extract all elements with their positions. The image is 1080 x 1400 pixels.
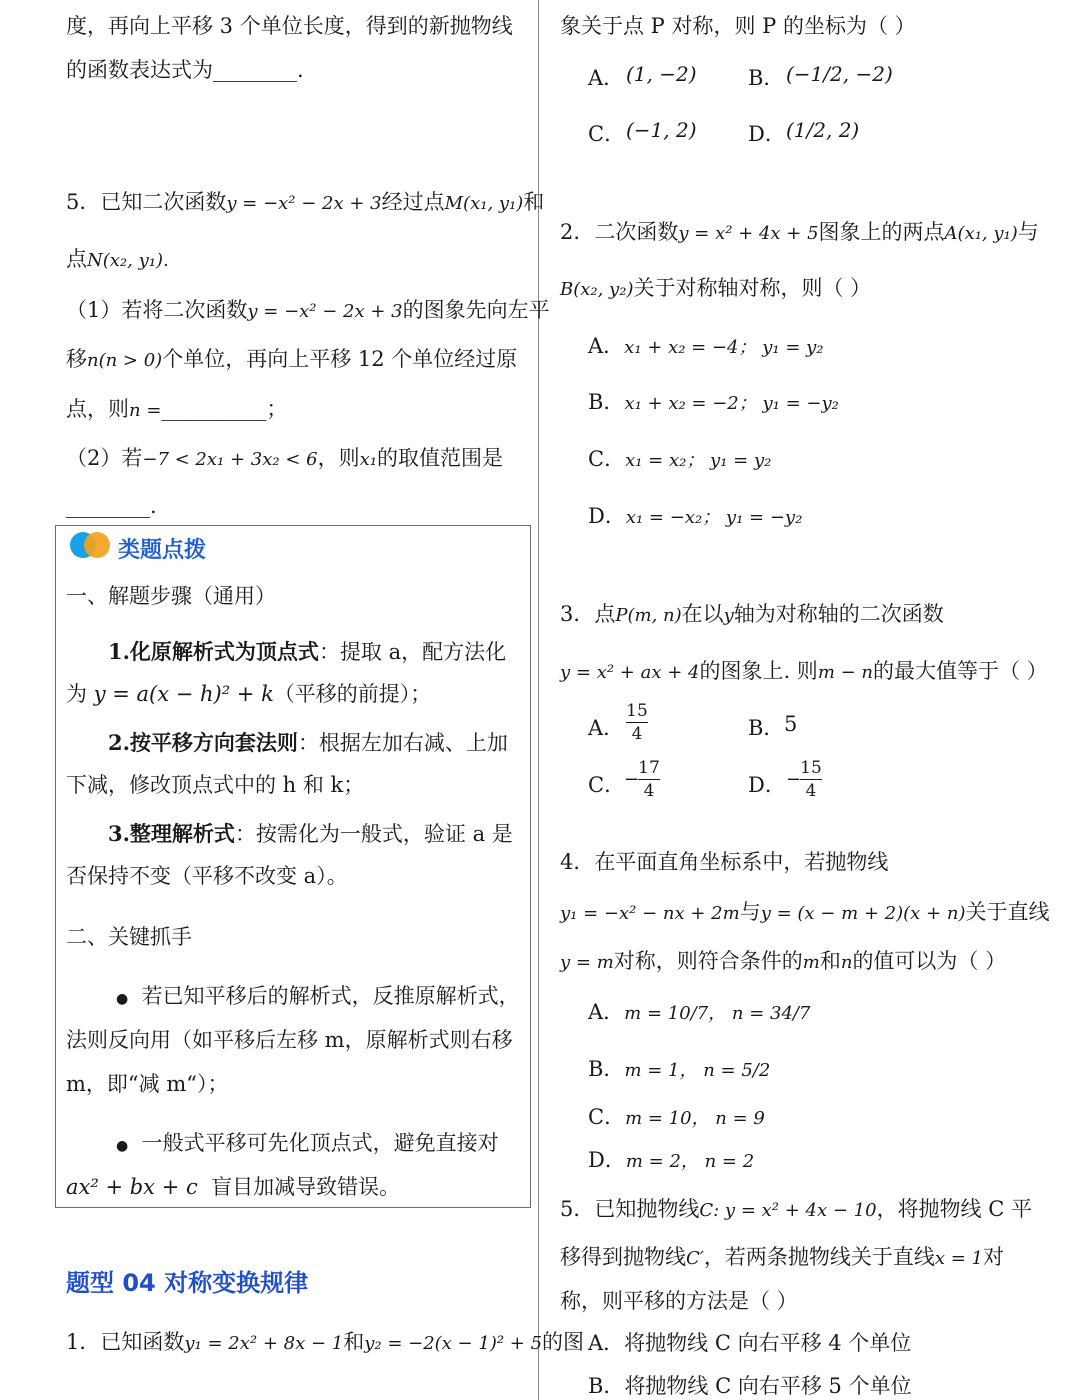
tips-section-2-heading: 二、关键抓手 (66, 925, 192, 949)
text: 的图 (542, 1330, 585, 1354)
text: 个单位，再向上平移 12 个单位经过原 (162, 347, 518, 371)
text: ：根据左加右减、上加 (297, 731, 508, 755)
text: 的值可以为（ ） (852, 949, 1007, 973)
tips-step-3-line-2: 否保持不变（平移不改变 a）。 (66, 864, 348, 888)
text: 对 (983, 1245, 1004, 1269)
formula: ax² + bx + c (66, 1175, 198, 1199)
formula: A(x₁, y₁) (944, 223, 1018, 244)
option-a[interactable] (588, 1327, 911, 1357)
question-4-line-1: 4．在平面直角坐标系中，若抛物线 (560, 850, 889, 874)
formula: y = (x − m + 2)(x + n) (760, 903, 966, 924)
option-a[interactable] (588, 996, 810, 1026)
formula: y = −x² − 2x + 3 (226, 193, 382, 214)
formula: P(m, n) (615, 605, 682, 626)
text: 和 (819, 949, 841, 973)
option-label: D． (588, 504, 626, 528)
part-2-line-1 (66, 442, 503, 472)
question-3-line-2 (560, 655, 1048, 685)
option-label: A． (588, 1331, 625, 1355)
option-value: (−1/2, −2) (786, 62, 893, 86)
denominator: 4 (800, 779, 822, 802)
formula: C′ (686, 1248, 704, 1269)
text-line: 的函数表达式为________. (66, 58, 304, 82)
text: 点，则 (66, 397, 129, 421)
text: ，若两条抛物线关于直线 (703, 1245, 935, 1269)
fraction (626, 700, 648, 745)
tips-step-1-line-1 (108, 636, 506, 666)
text: （2）若 (66, 446, 143, 470)
section-heading: 题型 04 对称变换规律 (66, 1269, 309, 1297)
text: 盲目加减导致错误。 (211, 1175, 401, 1199)
text: （1）若将二次函数 (66, 298, 248, 322)
option-label[interactable]: D． (748, 122, 786, 146)
option-value: (−1, 2) (626, 118, 697, 142)
step-label: 1.化原解析式为顶点式 (108, 639, 319, 664)
part-1-line-1 (66, 294, 550, 324)
option-value: 将抛物线 C 向右平移 5 个单位 (624, 1374, 912, 1398)
sign: − (786, 769, 802, 790)
option-label: D． (588, 1148, 626, 1172)
question-5-line-3: 称，则平移的方法是（ ） (560, 1289, 798, 1313)
option-a[interactable] (588, 330, 824, 360)
option-b[interactable] (588, 386, 839, 416)
option-d[interactable] (588, 500, 802, 530)
numerator: 15 (800, 758, 822, 778)
text: 与 (1017, 220, 1039, 244)
answer-blank[interactable]: __________； (161, 397, 288, 421)
text: 3．点 (560, 602, 616, 626)
formula: x = 1 (934, 1248, 983, 1269)
formula: M(x₁, y₁) (444, 193, 524, 214)
text: ：按需化为一般式，验证 a 是 (234, 822, 513, 846)
formula: y = x² + 4x + 5 (678, 223, 819, 244)
option-label[interactable]: A． (588, 66, 625, 90)
bullet-icon: ● (116, 1138, 129, 1154)
option-c[interactable] (588, 1101, 765, 1131)
option-label: C． (588, 1105, 626, 1129)
formula: −7 < 2x₁ + 3x₂ < 6 (142, 449, 318, 470)
formula: y₂ = −2(x − 1)² + 5 (364, 1333, 543, 1354)
option-d[interactable] (588, 1144, 754, 1174)
tips-key-1-line-3: m，即“减 m“）； (66, 1072, 229, 1096)
formula: x₁ (359, 449, 377, 470)
text: 在以 (681, 602, 724, 626)
text-line: 象关于点 P 对称，则 P 的坐标为（ ） (560, 14, 916, 38)
text: 的取值范围是 (376, 446, 503, 470)
formula: N(x₂, y₁). (87, 250, 169, 271)
text-line: 度，再向上平移 3 个单位长度，得到的新抛物线 (66, 14, 513, 38)
text: 图象上的两点 (818, 220, 945, 244)
formula: y (723, 605, 734, 626)
formula: n(n > 0) (87, 350, 163, 371)
question-5-line-2 (560, 1241, 1004, 1271)
tips-step-3-line-1 (108, 818, 513, 848)
numerator: 17 (638, 758, 660, 778)
option-b[interactable] (588, 1053, 770, 1083)
text: 一般式平移可先化顶点式，避免直接对 (141, 1131, 499, 1155)
tips-section-1-heading: 一、解题步骤（通用） (66, 584, 276, 608)
denominator: 4 (626, 722, 648, 745)
formula: n (840, 952, 853, 973)
option-value: 将抛物线 C 向右平移 4 个单位 (624, 1331, 912, 1355)
option-c[interactable] (588, 443, 771, 473)
tips-key-2-line-1 (116, 1127, 499, 1157)
tips-step-2-line-2: 下减，修改顶点式中的 h 和 k； (66, 773, 365, 797)
option-value: m = 1， n = 5/2 (624, 1060, 771, 1081)
text: 对称，则符合条件的 (613, 949, 803, 973)
text: ，则 (317, 446, 360, 470)
tips-step-1-line-2 (66, 678, 431, 708)
option-b[interactable] (588, 1370, 912, 1400)
part-1-line-2 (66, 343, 517, 373)
formula: y = m (560, 952, 614, 973)
option-label: B． (588, 1374, 625, 1398)
tips-logo-icon (70, 532, 112, 558)
option-value: x₁ = −x₂； y₁ = −y₂ (625, 507, 803, 528)
option-value: x₁ = x₂； y₁ = y₂ (625, 450, 772, 471)
formula: m − n (817, 662, 873, 683)
option-label[interactable]: C． (588, 122, 626, 146)
answer-blank[interactable]: ________. (66, 494, 157, 518)
option-value: m = 10， n = 9 (625, 1108, 765, 1129)
option-label: B． (588, 1057, 625, 1081)
option-label[interactable]: A． (588, 716, 625, 740)
option-value: m = 2， n = 2 (625, 1151, 755, 1172)
formula: n = (129, 400, 162, 421)
formula: y = a(x − h)² + k (93, 682, 274, 706)
text: ：提取 a，配方法化 (318, 640, 507, 664)
denominator: 4 (638, 779, 660, 802)
option-label: B． (588, 390, 625, 414)
formula: B(x₂, y₂) (560, 279, 634, 300)
text: 轴为对称轴的二次函数 (733, 602, 944, 626)
text: 5．已知抛物线 (560, 1197, 700, 1221)
tips-key-2-line-2 (66, 1171, 400, 1201)
text: ，将抛物线 C 平 (876, 1197, 1032, 1221)
text: 为 (66, 682, 87, 706)
option-value: (1/2, 2) (786, 118, 860, 142)
text: 和 (523, 190, 545, 214)
option-value: x₁ + x₂ = −4； y₁ = y₂ (624, 337, 824, 358)
question-4-line-3 (560, 945, 1006, 975)
text: 和 (343, 1330, 365, 1354)
option-value: m = 10/7， n = 34/7 (624, 1003, 811, 1024)
option-label: A． (588, 1000, 625, 1024)
text: 关于直线 (965, 900, 1050, 924)
text: 与 (739, 900, 761, 924)
question-5-line-1 (66, 186, 544, 216)
question-4-line-2 (560, 896, 1049, 926)
formula: y = x² + ax + 4 (560, 662, 700, 683)
text: 2．二次函数 (560, 220, 679, 244)
text: （平移的前提）； (273, 682, 432, 706)
option-label: A． (588, 334, 625, 358)
section-question-1-line-1 (66, 1326, 584, 1356)
tips-title: 类题点拨 (118, 538, 207, 563)
formula: y₁ = 2x² + 8x − 1 (184, 1333, 344, 1354)
tips-key-1-line-1 (116, 980, 520, 1010)
text: 的图象上. 则 (699, 659, 818, 683)
option-label[interactable]: B． (748, 716, 785, 740)
option-label[interactable]: B． (748, 66, 785, 90)
text: 5．已知二次函数 (66, 190, 227, 214)
question-2-line-1 (560, 216, 1039, 246)
question-2-line-2 (560, 272, 871, 302)
formula: C: y = x² + 4x − 10 (699, 1200, 877, 1221)
bullet-icon: ● (116, 991, 129, 1007)
text: 的最大值等于（ ） (873, 659, 1048, 683)
text: 的图象先向左平 (402, 298, 550, 322)
text: 关于对称轴对称，则（ ） (633, 276, 872, 300)
text: 若已知平移后的解析式，反推原解析式， (141, 984, 520, 1008)
text: 移 (66, 347, 87, 371)
fraction (638, 757, 660, 802)
tips-key-1-line-2: 法则反向用（如平移后左移 m，原解析式则右移 (66, 1028, 513, 1052)
tips-step-2-line-1 (108, 727, 508, 757)
formula: m (802, 952, 820, 973)
option-label[interactable]: D． (748, 773, 786, 797)
step-label: 2.按平移方向套法则 (108, 730, 298, 755)
sign: − (624, 769, 640, 790)
text: 1．已知函数 (66, 1330, 185, 1354)
option-label[interactable]: C． (588, 773, 626, 797)
text: 经过点 (381, 190, 445, 214)
question-3-line-1 (560, 598, 944, 628)
formula: y₁ = −x² − nx + 2m (560, 903, 740, 924)
part-1-line-3 (66, 393, 287, 423)
step-label: 3.整理解析式 (108, 821, 235, 846)
question-5-line-2 (66, 243, 169, 273)
fraction (800, 757, 822, 802)
question-5-line-1 (560, 1193, 1032, 1223)
text: 移得到抛物线 (560, 1245, 686, 1269)
option-label: C． (588, 447, 626, 471)
formula: y = −x² − 2x + 3 (247, 301, 403, 322)
option-value: (1, −2) (626, 62, 697, 86)
option-value: 5 (784, 712, 798, 736)
option-value: x₁ + x₂ = −2； y₁ = −y₂ (624, 393, 839, 414)
text: 点 (66, 247, 87, 271)
numerator: 15 (626, 701, 648, 721)
